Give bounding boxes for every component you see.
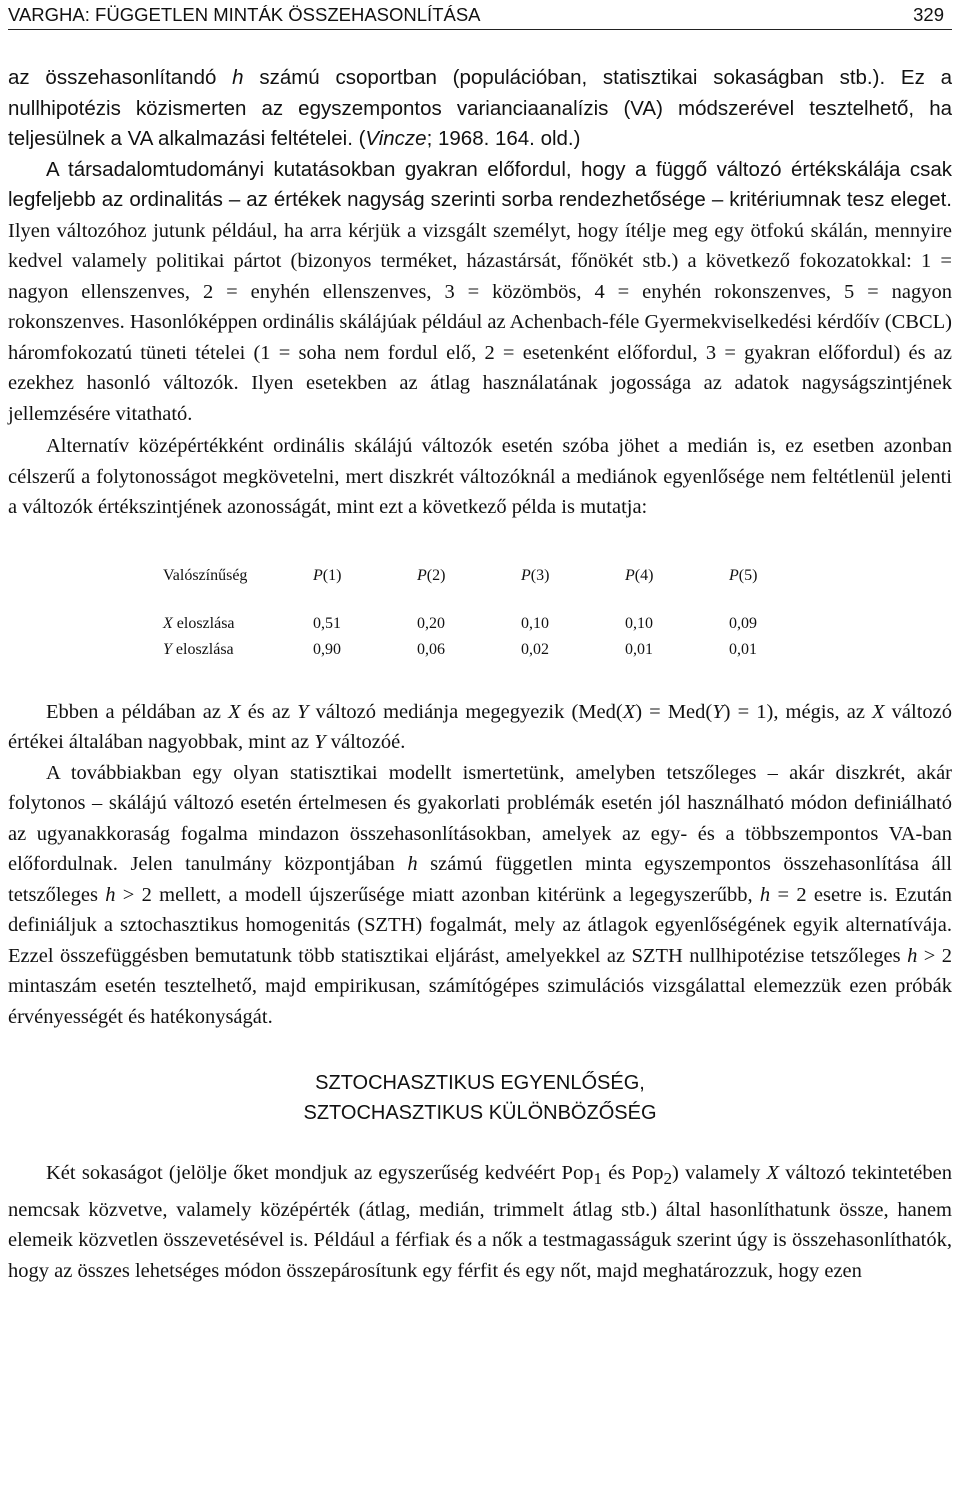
serif-text-block [8,1158,952,1286]
running-header [8,0,952,30]
section-heading-line: SZTOCHASZTIKUS KÜLÖNBÖZŐSÉG [303,1102,657,1124]
serif-text-block [8,697,952,1033]
author-citation: Vincze [365,127,427,150]
table-header-row [163,561,809,585]
text-run: Alternatív középértékként ordinális skálájú változók esetén szóba jöhet a medián is, ez esetben azonban célszerű a folytonosságot megkövetelni, mert diszkrét változóknál a mediánok egyenlősége nem feltétlenül jelenti a változók értékszintjének azonosságát, mint ezt a következő példa is mutatja: [8,435,952,518]
table-header-cell: P(2) [417,566,446,584]
paragraph-ordinal [8,155,952,430]
table-cell: 0,10 [625,614,653,632]
paragraph-example: Ebben a példában az X és az Y változó mediánja megegyezik (Med(X) = Med(Y) = 1), mégis, az X változó értékei általában nagyobbak, mint az Y változóé. [8,700,952,753]
row-label: Y eloszlása [163,640,234,658]
table-header-cell: P(1) [313,566,342,584]
table-header-cell: P(5) [729,566,758,584]
italic-variable: h [232,66,244,89]
paragraph-intro [8,63,952,155]
row-label: X eloszlása [163,614,235,632]
paragraph-model: A továbbiakban egy olyan statisztikai modellt ismertetünk, amelyben tetszőleges – akár diszkrét, akár folytonos – skálájú változó esetén értelmesen és gyakorlati problémák esetén jól használható módon definiálható az ugyanakkoraság fogalma mindazon összehasonlításokban, amelyek az egy- és a többszempontos VA-ban előfordulnak. Jelen tanulmány központjában h számú független minta egyszempontos összehasonlítása áll tetszőleges h > 2 mellett, a modell újszerűsége miatt azonban kitérünk a legegyszerűbb, h = 2 esetre is. Ezután definiáljuk a sztochasztikus homogenitás (SZTH) fogalmát, mely az átlagok egyenlőségének egyik alternatívája. Ezzel összefüggésben bemutatunk több statisztikai eljárást, amelyekkel az SZTH nullhipotézise tetszőleges h > 2 mintaszám esetén tesztelhető, majd empirikusan, számítógépes szimulációs vizsgálattal elemezzük ezen próbák érvényességét és hatékonyságát. [8,761,952,1028]
text-run: számú csoportban (populációban, statisztikai sokaságban stb.). Ez a nullhipotézis közismerten az egyszempontos varianciaanalízis (VA) módszerével tesztelhető, ha teljesülnek a VA alkalmazási feltételei. ( [8,66,953,150]
running-title: VARGHA: FÜGGETLEN MINTÁK ÖSSZEHASONLÍTÁSA [8,4,481,25]
table-header-label: Valószínűség [163,566,248,584]
distribution-table [163,561,809,659]
text-run: ; 1968. 164. old.) [426,127,581,150]
table-row [163,633,809,659]
text-run: az összehasonlítandó [8,66,233,89]
table-cell: 0,06 [417,640,445,658]
table-header-cell: P(4) [625,566,654,584]
sans-text-block [8,63,952,429]
paragraph-populations: Két sokaságot (jelölje őket mondjuk az egyszerűség kedvéért Pop$_1$ és Pop$_2$) valamely X változó tekintetében nemcsak közvetve, valamely középérték (átlag, medián, trimmelt átlag stb.) által hasonlíthatunk össze, hanem elemeik közvetlen összevetésével is. Például a férfiak és a nők a testmagasságuk szerint úgy is összehasonlíthatók, hogy az összes lehetséges módon összepárosítunk egy férfit és egy nőt, majd meghatározzuk, hogy ezen [8,1162,952,1282]
table-cell: 0,01 [625,640,653,658]
paragraph-median [8,431,952,523]
page-number: 329 [913,4,944,25]
section-heading [8,1068,952,1128]
table-cell: 0,02 [521,640,549,658]
table-cell: 0,20 [417,614,445,632]
text-run: A társadalomtudományi kutatásokban gyakran előfordul, hogy a függő változó értékskálája csak legfeljebb az ordinalitás – az értékek nagyság szerinti sorba rendezhetősége – kritériumnak tesz eleget. [8,157,952,211]
table-cell: 0,10 [521,614,549,632]
text-run: Ilyen változóhoz jutunk például, ha arra kérjük a vizsgált személyt, hogy ítélje meg egy ötfokú skálán, mennyire kedvel valamely politikai pártot (bizonyos terméket, házastársát, főnökét stb.) a következő fokozatokkal: 1 = nagyon ellenszenves, 2 = enyhén ellenszenves, 3 = közömbös, 4 = enyhén rokonszenves, 5 = nagyon rokonszenves. Hasonlóképpen ordinális skálájúak például az Achenbach-féle Gyermekviselkedési kérdőív (CBCL) háromfokozatú tüneti tételei (1 = soha nem fordul elő, 2 = esetenként előfordul, 3 = gyakran előfordul) és az ezekhez hasonló változók. Ilyen esetekben az átlag használatának jogossága az adatok nagyságszintjének jellemzésére vitatható. [8,219,952,425]
table-cell: 0,51 [313,614,341,632]
serif-text-block [8,431,952,523]
table-header-cell: P(3) [521,566,550,584]
table-cell: 0,90 [313,640,341,658]
table-cell: 0,09 [729,614,757,632]
table-cell: 0,01 [729,640,757,658]
section-heading-line: SZTOCHASZTIKUS EGYENLŐSÉG, [315,1072,645,1094]
table-row [163,607,809,633]
